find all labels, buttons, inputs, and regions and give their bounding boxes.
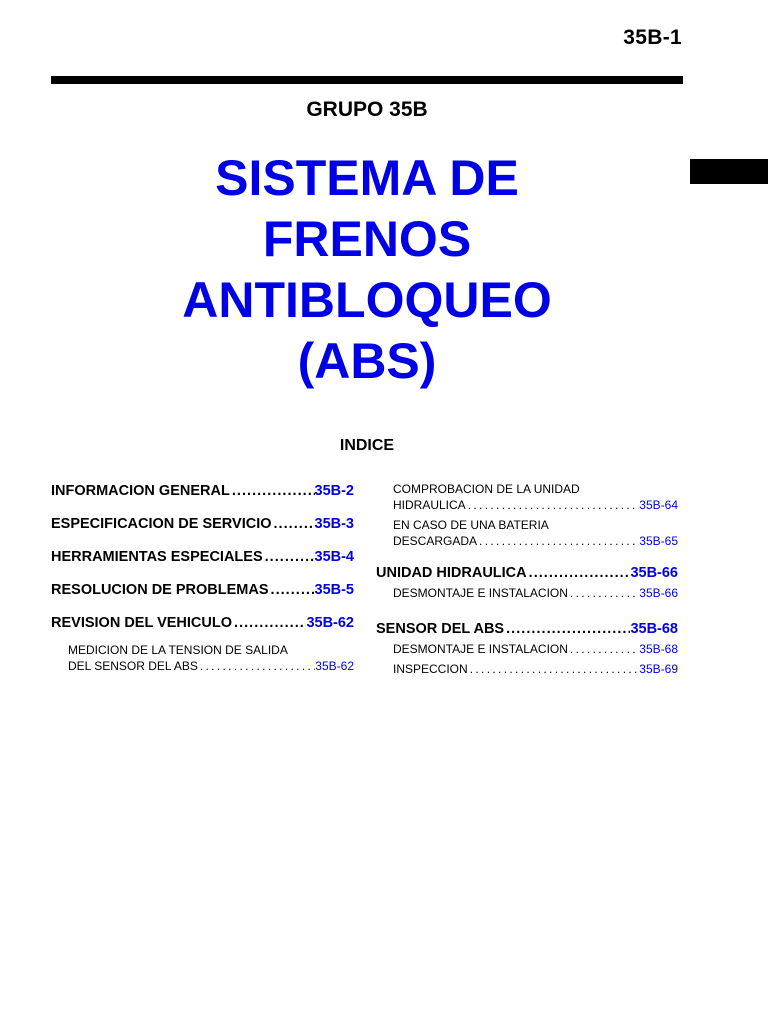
toc-entry-resolucion-problemas[interactable] xyxy=(51,580,354,613)
index-heading: INDICE xyxy=(339,437,395,454)
toc-subentry-medicion-tension[interactable] xyxy=(51,642,354,674)
toc-entry-informacion-general[interactable] xyxy=(51,481,354,514)
toc-subentry-title-line1: MEDICION DE LA TENSION DE SALIDA xyxy=(68,643,288,657)
toc-leader-dots xyxy=(198,658,315,674)
toc-subentry-inspeccion[interactable] xyxy=(376,661,678,677)
toc-leader-dots xyxy=(504,619,630,639)
toc-entry-title: REVISION DEL VEHICULO xyxy=(51,615,233,631)
title-line-1: SISTEMA DE xyxy=(215,150,519,206)
toc-subentry-page-link[interactable]: 35B-62 xyxy=(315,659,354,673)
toc-entry-page-link[interactable]: 35B-3 xyxy=(314,516,354,532)
group-label: GRUPO 35B xyxy=(306,98,428,121)
toc-leader-dots xyxy=(568,585,639,601)
toc-leader-dots xyxy=(269,580,315,600)
toc-entry-title: ESPECIFICACION DE SERVICIO xyxy=(51,516,272,532)
toc-subentry-page-link[interactable]: 35B-66 xyxy=(639,586,678,600)
toc-leader-dots xyxy=(468,661,640,677)
toc-subentry-desmontaje-sensor[interactable] xyxy=(376,641,678,657)
toc-subentry-title-line2: DEL SENSOR DEL ABS xyxy=(68,659,198,673)
toc-subentry-title-line1: COMPROBACION DE LA UNIDAD xyxy=(393,482,580,496)
toc-subentry-title-line2: HIDRAULICA xyxy=(393,498,466,512)
toc-entry-page-link[interactable]: 35B-62 xyxy=(306,615,354,631)
toc-leader-dots xyxy=(232,613,306,633)
page-number: 35B-1 xyxy=(623,26,682,49)
toc-entry-title: INFORMACION GENERAL xyxy=(51,483,230,499)
toc-entry-page-link[interactable]: 35B-66 xyxy=(630,565,678,581)
toc-entry-page-link[interactable]: 35B-5 xyxy=(314,582,354,598)
toc-leader-dots xyxy=(272,514,315,534)
toc-leader-dots xyxy=(466,497,640,513)
title-line-3: ANTIBLOQUEO xyxy=(182,272,552,328)
toc-left-column xyxy=(51,481,354,674)
toc-leader-dots xyxy=(527,563,631,583)
toc-subentry-title-line1: EN CASO DE UNA BATERIA xyxy=(393,518,549,532)
toc-entry-especificacion-servicio[interactable] xyxy=(51,514,354,547)
toc-entry-title: SENSOR DEL ABS xyxy=(376,621,505,637)
toc-leader-dots xyxy=(263,547,315,567)
header-rule xyxy=(51,76,683,84)
toc-subentry-comprobacion-unidad[interactable] xyxy=(376,481,678,513)
toc-entry-page-link[interactable]: 35B-68 xyxy=(630,621,678,637)
toc-leader-dots xyxy=(230,481,315,501)
toc-entry-page-link[interactable]: 35B-4 xyxy=(314,549,354,565)
toc-entry-herramientas-especiales[interactable] xyxy=(51,547,354,580)
toc-entry-sensor-abs[interactable] xyxy=(376,619,678,641)
title-line-4: (ABS) xyxy=(297,333,437,389)
toc-subentry-title: DESMONTAJE E INSTALACION xyxy=(393,642,568,656)
page-title xyxy=(0,148,734,392)
toc-subentry-page-link[interactable]: 35B-65 xyxy=(639,534,678,548)
toc-subentry-bateria-descargada[interactable] xyxy=(376,517,678,549)
toc-subentry-title: INSPECCION xyxy=(393,662,468,676)
toc-right-column xyxy=(376,481,678,681)
toc-entry-title: RESOLUCION DE PROBLEMAS xyxy=(51,582,269,598)
toc-entry-page-link[interactable]: 35B-2 xyxy=(314,483,354,499)
toc-subentry-page-link[interactable]: 35B-68 xyxy=(639,642,678,656)
toc-subentry-title-line2: DESCARGADA xyxy=(393,534,478,548)
toc-leader-dots xyxy=(568,641,639,657)
toc-subentry-page-link[interactable]: 35B-64 xyxy=(639,498,678,512)
toc-subentry-title: DESMONTAJE E INSTALACION xyxy=(393,586,568,600)
toc-leader-dots xyxy=(477,533,639,549)
toc-entry-title: UNIDAD HIDRAULICA xyxy=(376,565,527,581)
toc-subentry-page-link[interactable]: 35B-69 xyxy=(639,662,678,676)
title-line-2: FRENOS xyxy=(262,211,472,267)
toc-entry-title: HERRAMIENTAS ESPECIALES xyxy=(51,549,263,565)
toc-entry-unidad-hidraulica[interactable] xyxy=(376,563,678,585)
toc-subentry-desmontaje-unidad[interactable] xyxy=(376,585,678,601)
